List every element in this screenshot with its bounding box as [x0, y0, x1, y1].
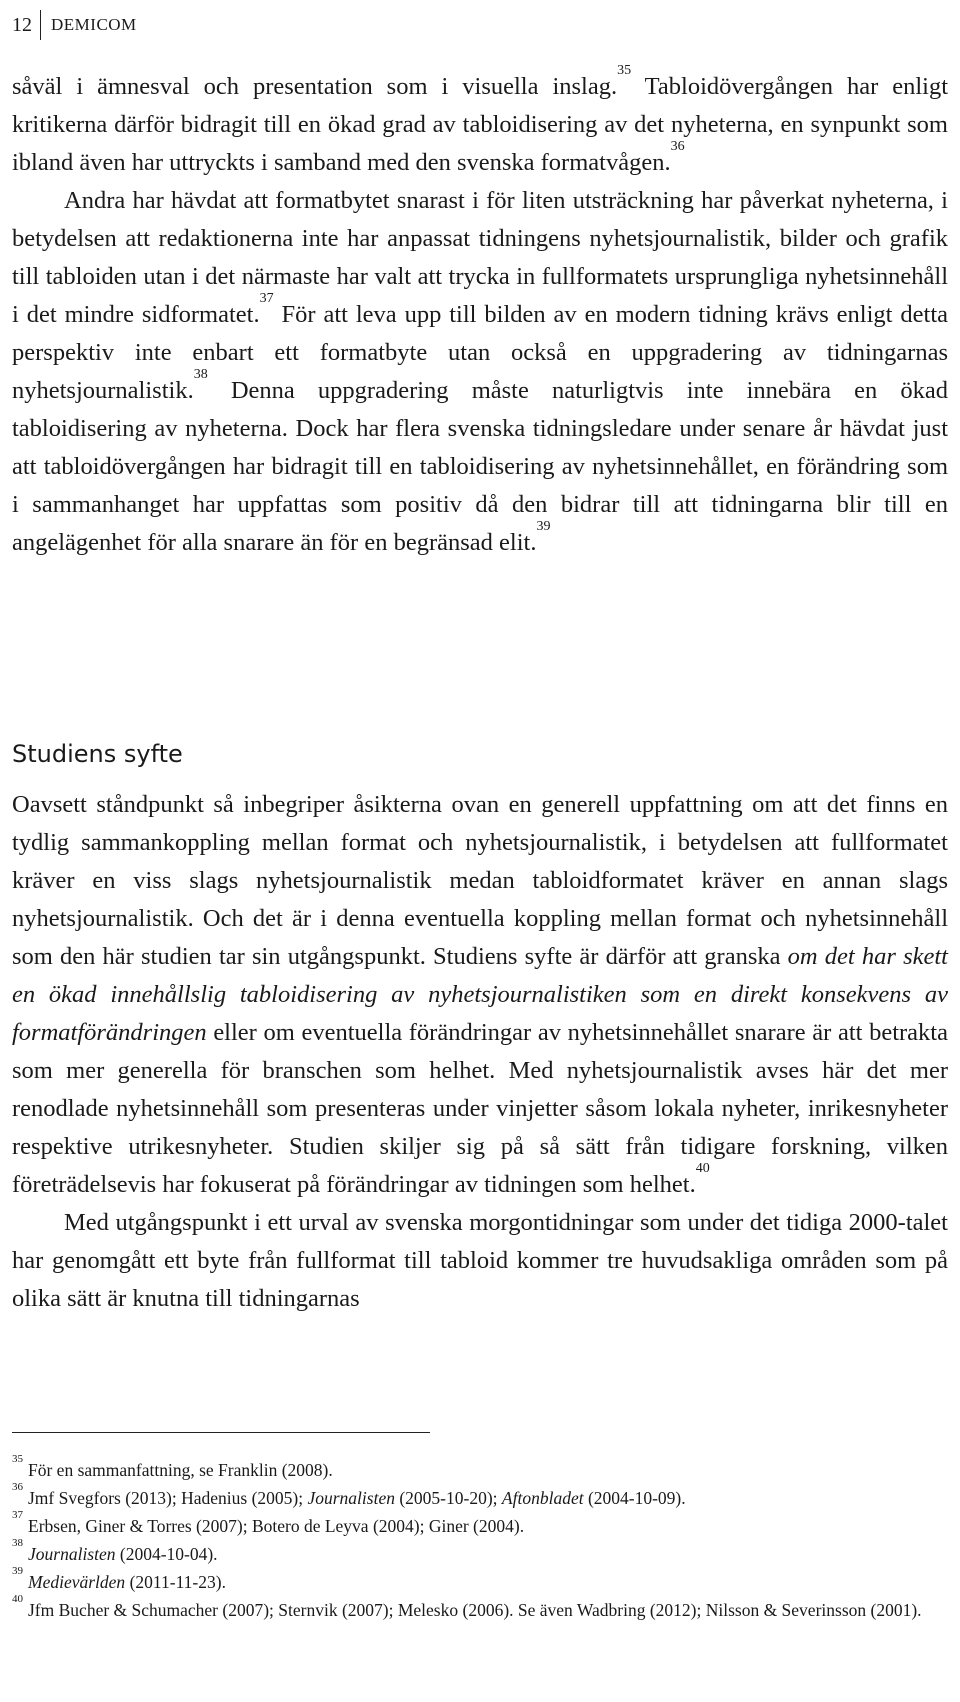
paragraph-3 — [12, 786, 948, 1204]
purpose-statement: om det har skett en ökad innehållslig tabloidisering av nyhetsjournalistiken som en direkt konsekvens av formatförändringen — [12, 943, 948, 1046]
footnote-38 — [12, 1537, 948, 1568]
footnote-ref-36[interactable]: 36 — [670, 139, 685, 154]
journal-name: DEMICOM — [51, 15, 137, 34]
footnote-number: 38 — [12, 1537, 23, 1549]
text-run: Denna uppgradering måste naturligtvis inte innebära en ökad tabloidisering av nyheterna. Dock har flera svenska tidningsledare under senare år hävdat just att tabloidövergången har bidragit till en tabloidisering av nyhetsinnehållet, en förändring som i sammanhanget har uppfattas som positiv då den bidrar till att tidningarna blir till en angelägenhet för alla snarare än för en begränsad elit. — [12, 377, 948, 556]
footnote-36 — [12, 1481, 948, 1512]
section-body-2 — [12, 786, 948, 1318]
footnote-ref-38[interactable]: 38 — [193, 367, 208, 382]
footnote-source: Journalisten — [28, 1544, 116, 1564]
footnote-source: Medievärlden — [28, 1572, 126, 1592]
footnote-text: Jfm Bucher & Schumacher (2007); Sternvik (2007); Melesko (2006). Se även Wadbring (2012); Nilsson & Severinsson (2001). — [28, 1600, 922, 1620]
paragraph-2 — [12, 182, 948, 562]
footnote-number: 39 — [12, 1565, 23, 1577]
paragraph-1 — [12, 63, 949, 182]
footnote-35 — [12, 1453, 948, 1484]
footnote-number: 37 — [12, 1509, 23, 1521]
section-body-1 — [12, 63, 949, 562]
text-run: Oavsett ståndpunkt så inbegriper åsikterna ovan en generell uppfattning om att det finns en tydlig sammankoppling mellan format och nyhetsjournalistik, i betydelsen att fullformatet kräver en viss slags nyhetsjournalistik medan tabloidformatet kräver en annan slags nyhetsjournalistik. Och det är i denna eventuella koppling mellan format och nyhetsinnehåll som den här studien tar sin utgångspunkt. Studiens syfte är därför att granska — [12, 791, 948, 970]
footnote-source: Aftonbladet — [501, 1488, 584, 1508]
footnote-text: Jmf Svegfors (2013); Hadenius (2005); — [28, 1488, 308, 1508]
footnote-39 — [12, 1565, 948, 1596]
footnote-37 — [12, 1509, 948, 1540]
footnote-divider — [12, 1432, 430, 1433]
page-header — [12, 8, 137, 42]
footnote-number: 35 — [12, 1453, 23, 1465]
footnote-40 — [12, 1593, 948, 1624]
section-heading: Studiens syfte — [12, 740, 183, 768]
footnotes — [12, 1453, 948, 1624]
footnote-number: 40 — [12, 1593, 23, 1605]
footnote-text: Erbsen, Giner & Torres (2007); Botero de Leyva (2004); Giner (2004). — [28, 1516, 525, 1536]
footnote-text: (2004-10-04). — [115, 1544, 218, 1564]
text-run: eller om eventuella förändringar av nyhetsinnehållet snarare är att betrakta som mer generella för branschen som helhet. Med nyhetsjournalistik avses här det mer renodlade nyhetsinnehåll som presenteras under vinjetter såsom lokala nyheter, inrikesnyheter respektive utrikesnyheter. Studien skiljer sig på så sätt från tidigare forskning, vilken företrädelsevis har fokuserat på förändringar av tidningen som helhet. — [12, 1019, 948, 1198]
text-run: Andra har hävdat att formatbytet snarast i för liten utsträckning har påverkat nyheterna, i betydelsen att redaktionerna inte har anpassat tidningens nyhetsjournalistik, bilder och grafik till tabloiden utan i det närmaste har valt att trycka in fullformatets ursprungliga nyhetsinnehåll i det mindre sidformatet. — [12, 187, 948, 328]
footnote-text: (2011-11-23). — [125, 1572, 226, 1592]
text-run: såväl i ämnesval och presentation som i visuella inslag. — [12, 73, 618, 100]
text-run: För att leva upp till bilden av en modern tidning krävs enligt detta perspektiv inte enbart ett formatbyte utan också en uppgradering av tidningarnas nyhetsjournalistik. — [12, 301, 949, 404]
footnote-ref-37[interactable]: 37 — [259, 291, 274, 306]
footnote-source: Journalisten — [307, 1488, 395, 1508]
footnote-text: För en sammanfattning, se Franklin (2008). — [28, 1460, 333, 1480]
paragraph-4: Med utgångspunkt i ett urval av svenska morgontidningar som under det tidiga 2000-talet har genomgått ett byte från fullformat till tabloid kommer tre huvudsakliga områden som på olika sätt är knutna till tidningarnas — [12, 1209, 948, 1312]
footnote-text: (2005-10-20); — [394, 1488, 502, 1508]
footnote-ref-39[interactable]: 39 — [536, 519, 551, 534]
footnote-ref-40[interactable]: 40 — [695, 1161, 710, 1176]
footnote-ref-35[interactable]: 35 — [617, 63, 632, 78]
footnote-number: 36 — [12, 1481, 23, 1493]
text-run: Tabloidövergången har enligt kritikerna därför bidragit till en ökad grad av tabloidisering av det nyheterna, en synpunkt som ibland även har uttryckts i samband med den svenska formatvågen. — [12, 73, 949, 176]
footnote-text: (2004-10-09). — [583, 1488, 686, 1508]
page-number: 12 — [12, 10, 41, 40]
